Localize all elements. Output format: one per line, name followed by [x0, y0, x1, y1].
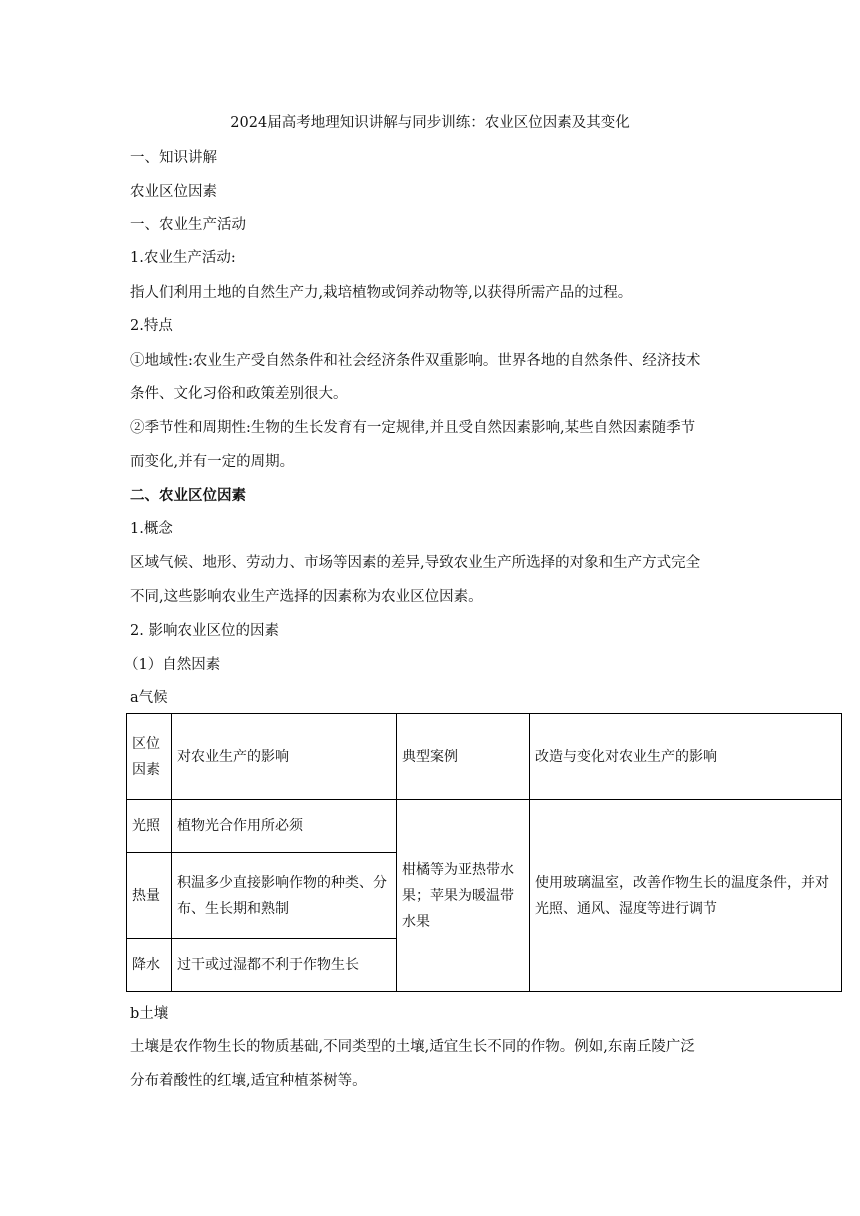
table-cell-effect: 过干或过湿都不利于作物生长 [172, 939, 397, 992]
document-title: 2024届高考地理知识讲解与同步训练：农业区位因素及其变化 [230, 115, 630, 131]
table-cell-effect: 积温多少直接影响作物的种类、分布、生长期和熟制 [172, 853, 397, 939]
paragraph: 而变化,并有一定的周期。 [130, 454, 295, 470]
paragraph: 指人们利用土地的自然生产力,栽培植物或饲养动物等,以获得所需产品的过程。 [130, 285, 633, 301]
subsection-heading: 农业区位因素 [130, 184, 217, 200]
table-cell-case: 柑橘等为亚热带水果；苹果为暖温带水果 [397, 800, 530, 992]
paragraph: 分布着酸性的红壤,适宜种植茶树等。 [130, 1073, 367, 1089]
paragraph: 区域气候、地形、劳动力、市场等因素的差异,导致农业生产所选择的对象和生产方式完全 [130, 555, 701, 571]
table-header-cell: 区位因素 [127, 714, 172, 800]
heading-location-factors: 二、农业区位因素 [130, 487, 246, 504]
item-label: b土壤 [130, 1006, 169, 1022]
table-header-row [127, 714, 842, 800]
table-header-cell: 典型案例 [397, 714, 530, 800]
item-title: 1.农业生产活动: [130, 250, 236, 266]
table-cell-effect: 植物光合作用所必须 [172, 800, 397, 853]
heading-agri-activity: 一、农业生产活动 [130, 217, 246, 233]
table-header-cell: 对农业生产的影响 [172, 714, 397, 800]
item-title: 1.概念 [130, 521, 173, 537]
climate-table [126, 713, 842, 992]
paragraph: 不同,这些影响农业生产选择的因素称为农业区位因素。 [130, 589, 483, 605]
paragraph: ①地域性:农业生产受自然条件和社会经济条件双重影响。世界各地的自然条件、经济技术 [130, 353, 701, 369]
item-label: a气候 [130, 690, 168, 706]
table-header-cell: 改造与变化对农业生产的影响 [530, 714, 842, 800]
item-title: 2.特点 [130, 318, 173, 334]
paragraph: 条件、文化习俗和政策差别很大。 [130, 386, 348, 402]
paragraph: 土壤是农作物生长的物质基础,不同类型的土壤,适宜生长不同的作物。例如,东南丘陵广泛 [130, 1039, 695, 1055]
item-title: （1）自然因素 [124, 657, 221, 673]
table-cell-factor: 光照 [127, 800, 172, 853]
item-title: 2. 影响农业区位的因素 [130, 623, 279, 639]
table-row [127, 800, 842, 853]
table-cell-factor: 降水 [127, 939, 172, 992]
table-cell-change: 使用玻璃温室，改善作物生长的温度条件，并对光照、通风、湿度等进行调节 [530, 800, 842, 992]
table-cell-factor: 热量 [127, 853, 172, 939]
paragraph: ②季节性和周期性:生物的生长发育有一定规律,并且受自然因素影响,某些自然因素随季节 [130, 420, 696, 436]
section-heading: 一、知识讲解 [130, 150, 217, 166]
